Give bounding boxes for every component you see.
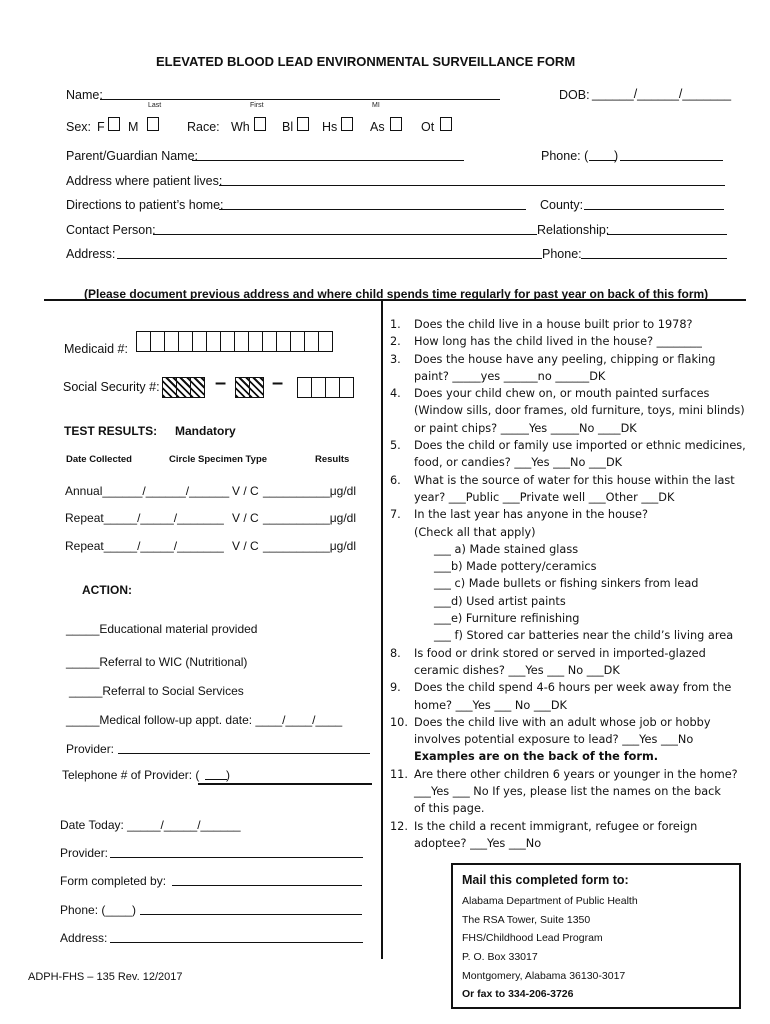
test-results-label: TEST RESULTS:: [64, 424, 158, 438]
parent-label: Parent/Guardian Name:: [66, 149, 199, 163]
sex-f-checkbox[interactable]: [108, 117, 120, 131]
name-field[interactable]: [100, 99, 500, 100]
action-social-services[interactable]: _____Referral to Social Services: [69, 684, 244, 698]
name-sub-first: First: [250, 102, 264, 109]
footer-form-id: ADPH-FHS – 135 Rev. 12/2017: [28, 971, 183, 983]
mail-line-1: Alabama Department of Public Health: [462, 895, 638, 907]
mail-line-5: Montgomery, Alabama 36130-3017: [462, 970, 626, 982]
question-1: 1. Does the child live in a house built prior to 1978?: [390, 318, 693, 331]
phone3-field[interactable]: [140, 914, 362, 915]
q7-item-e[interactable]: ___e) Furniture refinishing: [434, 612, 580, 626]
test-repeat1-type[interactable]: V / C: [232, 511, 259, 525]
question-9: 9. Does the child spend 4-6 hours per week away from the: [390, 681, 732, 695]
race-hs-checkbox[interactable]: [341, 117, 353, 131]
sex-label: Sex:: [66, 120, 92, 134]
phone-close: ): [614, 149, 619, 163]
ssn-area-boxes[interactable]: [163, 377, 205, 398]
question-2: 2. How long has the child lived in the house? ________: [390, 335, 702, 349]
race-as-label: As: [370, 120, 385, 134]
sex-m-label: M: [128, 120, 139, 134]
county-label: County:: [540, 198, 584, 212]
phone2-label: Phone:: [542, 247, 582, 261]
col-results: Results: [315, 454, 350, 465]
questions-block: 1. Does the child live in a house built prior to 1978? 2. How long has the child lived in the house? ________ 3. Does the house have any peeling, chipping or flaking paint? _____yes ______no ______DK 4. Does your child chew on, or mouth painted surfaces (Window sills, door frames, old furniture, toys, mini blinds) or paint chips? _____Yes _____No ____DK 5. Does the child or family use imported or ethnic medicines, food, or candies? ___Yes ___No ___DK 6. What is the source of water for this house within the last year? ___Public ___Private well ___Other ___DK 7. In the last year has anyone in the house? (Check all that apply) ___ a) Made stained glass ___b) Made pottery/ceramics ___ c) Made bullets or fishing sinkers from lead ___d) Used artist paints ___e) Furniture refinishing ___ f) Stored car batteries near the child’s living area 8. Is food or drink stored or served in imported-glazed ceramic dishes? ___Yes ___ No ___DK 9. Does the child spend 4-6 hours per week away from the home? ___Yes ___ No ___DK 10. Does the child live with an adult whose job or hobby involves potential exposure to lead? ___Yes ___No Examples are on the back of the form. 11. Are there other children 6 years or younger in the home? ___Yes ___ No If yes, please list the names on the back of this page. 12. Is the child a recent immigrant, refugee or foreign adoptee? ___Yes ___No: [390, 316, 746, 852]
provider2-field[interactable]: [110, 857, 363, 858]
address3-field[interactable]: [110, 942, 363, 943]
provider-field[interactable]: [118, 753, 370, 754]
address-lives-field[interactable]: [219, 185, 725, 186]
question-5-answer[interactable]: food, or candies? ___Yes ___No ___DK: [414, 456, 623, 470]
question-5: 5. Does the child or family use imported or ethnic medicines,: [390, 439, 746, 453]
phone3-label: Phone: (____): [60, 903, 137, 917]
test-repeat2-type[interactable]: V / C: [232, 539, 259, 553]
ssn-dash-2: –: [272, 372, 284, 394]
action-educational[interactable]: _____Educational material provided: [66, 622, 258, 636]
mandatory-label: Mandatory: [175, 424, 236, 438]
form-completed-label: Form completed by:: [60, 874, 167, 888]
question-4: 4. Does your child chew on, or mouth painted surfaces: [390, 387, 710, 401]
mail-line-2: The RSA Tower, Suite 1350: [462, 914, 591, 926]
telephone-provider-area[interactable]: [205, 779, 227, 780]
medicaid-boxes[interactable]: [137, 331, 333, 352]
phone-area-field[interactable]: [589, 160, 616, 161]
question-11: 11. Are there other children 6 years or younger in the home?: [390, 767, 738, 781]
question-8: 8. Is food or drink stored or served in imported-glazed: [390, 646, 706, 660]
q7-item-b[interactable]: ___b) Made pottery/ceramics: [434, 560, 597, 574]
question-9-answer[interactable]: home? ___Yes ___ No ___DK: [414, 698, 567, 712]
mail-line-4: P. O. Box 33017: [462, 951, 538, 963]
parent-field[interactable]: [192, 160, 464, 161]
telephone-provider-label: Telephone # of Provider: (: [62, 768, 200, 782]
race-wh-checkbox[interactable]: [254, 117, 266, 131]
dob-label: DOB:: [559, 88, 590, 102]
address-label: Address:: [66, 247, 116, 261]
mail-line-3: FHS/Childhood Lead Program: [462, 932, 603, 944]
action-medical-followup[interactable]: _____Medical follow-up appt. date: ____/____/____: [66, 713, 343, 727]
test-annual-result[interactable]: __________μg/dl: [263, 484, 356, 498]
col-date-collected: Date Collected: [66, 454, 132, 465]
race-label: Race:: [187, 120, 220, 134]
race-wh-label: Wh: [231, 120, 250, 134]
address-lives-label: Address where patient lives:: [66, 174, 223, 188]
test-annual-date[interactable]: Annual______/______/______: [65, 484, 230, 498]
address-field[interactable]: [117, 258, 542, 259]
col-specimen-type: Circle Specimen Type: [169, 454, 268, 465]
directions-field[interactable]: [219, 209, 526, 210]
ssn-serial-boxes[interactable]: [298, 377, 354, 398]
q7-item-c[interactable]: ___ c) Made bullets or fishing sinkers from lead: [434, 577, 699, 591]
mail-fax: Or fax to 334-206-3726: [462, 988, 574, 1000]
question-10: 10. Does the child live with an adult whose job or hobby: [390, 715, 711, 729]
contact-person-label: Contact Person:: [66, 223, 156, 237]
race-hs-label: Hs: [322, 120, 338, 134]
divider-rule: [44, 299, 746, 301]
phone-label: Phone: (: [541, 149, 589, 163]
race-bl-checkbox[interactable]: [297, 117, 309, 131]
page-title: ELEVATED BLOOD LEAD ENVIRONMENTAL SURVEILLANCE FORM: [156, 54, 576, 69]
contact-person-field[interactable]: [153, 234, 537, 235]
q7-item-d[interactable]: ___d) Used artist paints: [434, 594, 566, 608]
question-12: 12. Is the child a recent immigrant, refugee or foreign: [390, 819, 698, 833]
sex-f-label: F: [97, 120, 105, 134]
directions-label: Directions to patient’s home:: [66, 198, 224, 212]
medicaid-label: Medicaid #:: [64, 342, 128, 356]
question-10-answer[interactable]: involves potential exposure to lead? ___Yes ___No: [414, 733, 694, 747]
telephone-provider-close: ): [226, 768, 230, 782]
provider2-label: Provider:: [60, 846, 109, 860]
question-7: 7. In the last year has anyone in the house?: [390, 508, 648, 522]
relationship-field[interactable]: [607, 234, 727, 235]
question-10-note: Examples are on the back of the form.: [414, 750, 659, 764]
dob-field[interactable]: ______/______/_______: [592, 87, 732, 101]
test-annual-type[interactable]: V / C: [232, 484, 259, 498]
mail-title: Mail this completed form to:: [462, 873, 629, 887]
column-divider: [381, 301, 383, 959]
question-3: 3. Does the house have any peeling, chipping or flaking: [390, 352, 716, 366]
ssn-group-boxes[interactable]: [236, 377, 264, 398]
date-today[interactable]: Date Today: _____/_____/______: [60, 818, 241, 832]
address3-label: Address:: [60, 931, 108, 945]
form-completed-field[interactable]: [172, 885, 362, 886]
sex-m-checkbox[interactable]: [147, 117, 159, 131]
name-sub-mi: MI: [372, 102, 380, 109]
ssn-dash-1: –: [215, 372, 227, 394]
question-3-answer[interactable]: paint? _____yes ______no ______DK: [414, 369, 606, 383]
test-repeat1-date[interactable]: Repeat_____/_____/_______: [65, 511, 224, 525]
q7-item-a[interactable]: ___ a) Made stained glass: [434, 542, 579, 556]
test-repeat2-result[interactable]: __________μg/dl: [263, 539, 356, 553]
race-ot-checkbox[interactable]: [440, 117, 452, 131]
mail-to-box: [451, 863, 741, 1009]
race-bl-label: Bl: [282, 120, 294, 134]
provider-label: Provider:: [66, 742, 115, 756]
question-4-answer[interactable]: or paint chips? _____Yes _____No ____DK: [414, 421, 637, 435]
action-wic[interactable]: _____Referral to WIC (Nutritional): [66, 655, 248, 669]
race-ot-label: Ot: [421, 120, 435, 134]
question-6-answer[interactable]: year? ___Public ___Private well ___Other ___DK: [414, 490, 675, 504]
question-8-answer[interactable]: ceramic dishes? ___Yes ___ No ___DK: [414, 663, 620, 677]
question-6: 6. What is the source of water for this house within the last: [390, 473, 735, 487]
question-12-answer[interactable]: adoptee? ___Yes ___No: [414, 836, 542, 850]
name-sub-last: Last: [148, 102, 162, 109]
q7-item-f[interactable]: ___ f) Stored car batteries near the child’s living area: [434, 629, 734, 643]
county-field[interactable]: [584, 209, 724, 210]
telephone-provider-field[interactable]: [198, 783, 372, 785]
relationship-label: Relationship:: [537, 223, 610, 237]
name-label: Name:: [66, 88, 103, 102]
test-repeat2-date[interactable]: Repeat_____/_____/_______: [65, 539, 224, 553]
ssn-label: Social Security #:: [63, 380, 160, 394]
question-11-answer[interactable]: ___Yes ___ No If yes, please list the names on the back: [414, 785, 721, 799]
phone-field[interactable]: [620, 160, 723, 161]
action-label: ACTION:: [82, 583, 132, 597]
note-text: (Please document previous address and where child spends time regularly for past year on back of this form): [84, 287, 709, 301]
test-repeat1-result[interactable]: __________μg/dl: [263, 511, 356, 525]
phone2-field[interactable]: [581, 258, 727, 259]
race-as-checkbox[interactable]: [390, 117, 402, 131]
